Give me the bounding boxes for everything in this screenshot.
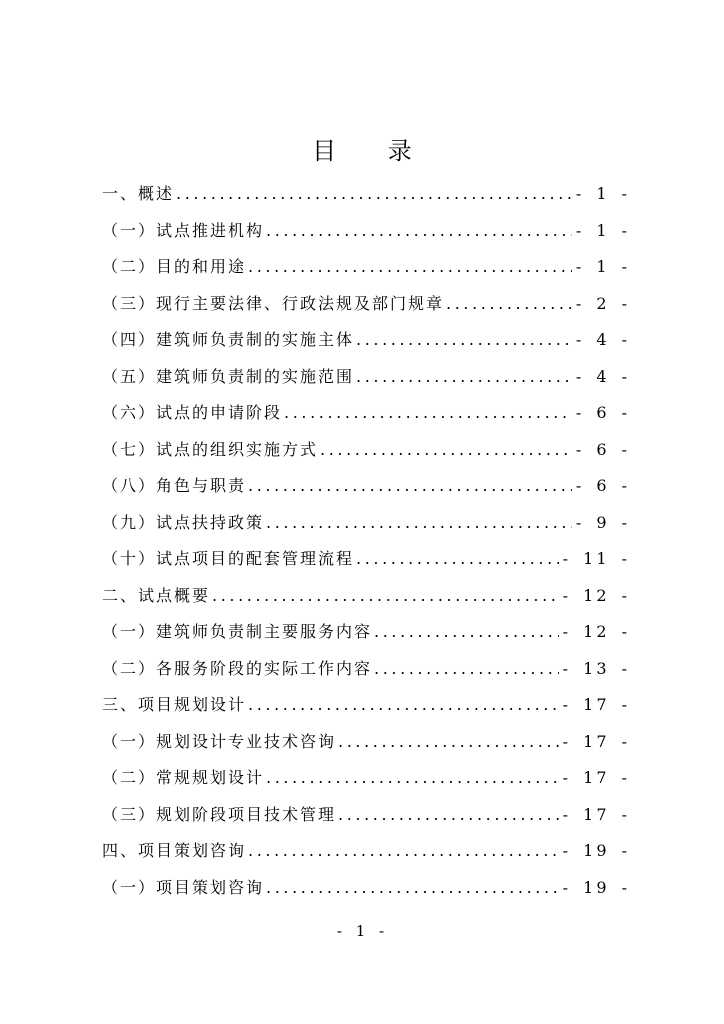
toc-entry-label: （五）建筑师负责制的实施范围	[102, 366, 355, 386]
toc-entry-label: （十）试点项目的配套管理流程	[102, 549, 355, 568]
toc-entry[interactable]	[102, 724, 630, 761]
toc-entry-page: - 17 -	[562, 768, 630, 787]
toc-entry-label: （二）各服务阶段的实际工作内容	[102, 658, 373, 678]
toc-entry[interactable]	[102, 651, 630, 688]
toc-entry-label: （二）目的和用途	[102, 257, 247, 276]
toc-dot-leader	[284, 395, 572, 432]
toc-entry-label: （一）建筑师负责制主要服务内容	[102, 622, 373, 641]
toc-entry-page: - 17 -	[562, 804, 630, 824]
toc-entry-label: （三）现行主要法律、行政法规及部门规章	[102, 293, 445, 313]
toc-dot-leader	[320, 432, 572, 469]
toc-entry-page: - 1 -	[575, 220, 630, 240]
toc-entry-page: - 19 -	[562, 877, 630, 897]
toc-entry-label: （六）试点的申请阶段	[102, 403, 283, 422]
toc-entry-label: 三、项目规划设计	[102, 695, 247, 714]
toc-dot-leader	[248, 833, 559, 870]
toc-dot-leader	[374, 651, 559, 688]
toc-entry-page: - 17 -	[562, 695, 630, 714]
toc-entry-page: - 6 -	[575, 403, 630, 422]
toc-entry[interactable]	[102, 760, 630, 797]
toc-entry-label: （一）规划设计专业技术咨询	[102, 731, 337, 751]
toc-dot-leader	[248, 249, 572, 286]
toc-entry[interactable]	[102, 505, 630, 542]
toc-entry-label: （一）试点推进机构	[102, 220, 265, 240]
toc-entry[interactable]	[102, 687, 630, 724]
toc-dot-leader	[446, 286, 572, 323]
toc-entry-label: （九）试点扶持政策	[102, 512, 265, 532]
toc-entry[interactable]	[102, 432, 630, 469]
toc-entry-label: （七）试点的组织实施方式	[102, 439, 319, 459]
toc-entry-label: （一）项目策划咨询	[102, 877, 265, 897]
toc-dot-leader	[248, 687, 559, 724]
toc-dot-leader	[338, 724, 559, 761]
toc-entry[interactable]	[102, 322, 630, 359]
toc-entry-page: - 4 -	[575, 366, 630, 386]
toc-entry[interactable]	[102, 359, 630, 396]
toc-entry-page: - 11 -	[562, 549, 630, 568]
toc-entry[interactable]	[102, 468, 630, 505]
toc-entry[interactable]	[102, 213, 630, 250]
toc-dot-leader	[266, 213, 572, 250]
toc-entry-label: 一、概述	[102, 184, 175, 203]
toc-entry-page: - 12 -	[562, 622, 630, 641]
toc-dot-leader	[338, 797, 559, 834]
toc-dot-leader	[374, 614, 559, 651]
toc-entry[interactable]	[102, 395, 630, 432]
toc-entry[interactable]	[102, 833, 630, 870]
toc-dot-leader	[212, 578, 559, 615]
toc-entry-page: - 1 -	[575, 257, 630, 276]
toc-entry[interactable]	[102, 870, 630, 907]
toc-entry-label: （八）角色与职责	[102, 476, 247, 495]
toc-entry[interactable]	[102, 797, 630, 834]
toc-dot-leader	[356, 359, 572, 396]
table-of-contents	[102, 176, 630, 906]
toc-dot-leader	[266, 870, 559, 907]
toc-entry[interactable]	[102, 578, 630, 615]
toc-dot-leader	[176, 176, 572, 213]
toc-entry[interactable]	[102, 614, 630, 651]
toc-entry-page: - 6 -	[575, 476, 630, 495]
toc-dot-leader	[356, 322, 572, 359]
toc-entry-page: - 17 -	[562, 731, 630, 751]
toc-entry-label: （四）建筑师负责制的实施主体	[102, 330, 355, 349]
toc-dot-leader	[266, 760, 559, 797]
toc-entry-page: - 6 -	[575, 439, 630, 459]
toc-entry-label: 二、试点概要	[102, 585, 211, 605]
page-number-footer: - 1 -	[336, 922, 388, 940]
toc-entry[interactable]	[102, 176, 630, 213]
toc-entry-page: - 9 -	[575, 512, 630, 532]
toc-entry-page: - 2 -	[575, 293, 630, 313]
toc-entry-page: - 13 -	[562, 658, 630, 678]
toc-entry-label: （二）常规规划设计	[102, 768, 265, 787]
toc-dot-leader	[248, 468, 572, 505]
toc-dot-leader	[266, 505, 572, 542]
toc-entry-page: - 4 -	[575, 330, 630, 349]
toc-entry-label: （三）规划阶段项目技术管理	[102, 804, 337, 824]
toc-entry[interactable]	[102, 286, 630, 323]
toc-entry-label: 四、项目策划咨询	[102, 841, 247, 860]
toc-entry-page: - 12 -	[562, 585, 630, 605]
toc-entry[interactable]	[102, 249, 630, 286]
toc-entry-page: - 19 -	[562, 841, 630, 860]
page-title: 目 录	[312, 137, 434, 165]
toc-entry-page: - 1 -	[575, 184, 630, 203]
toc-entry[interactable]	[102, 541, 630, 578]
toc-dot-leader	[356, 541, 559, 578]
